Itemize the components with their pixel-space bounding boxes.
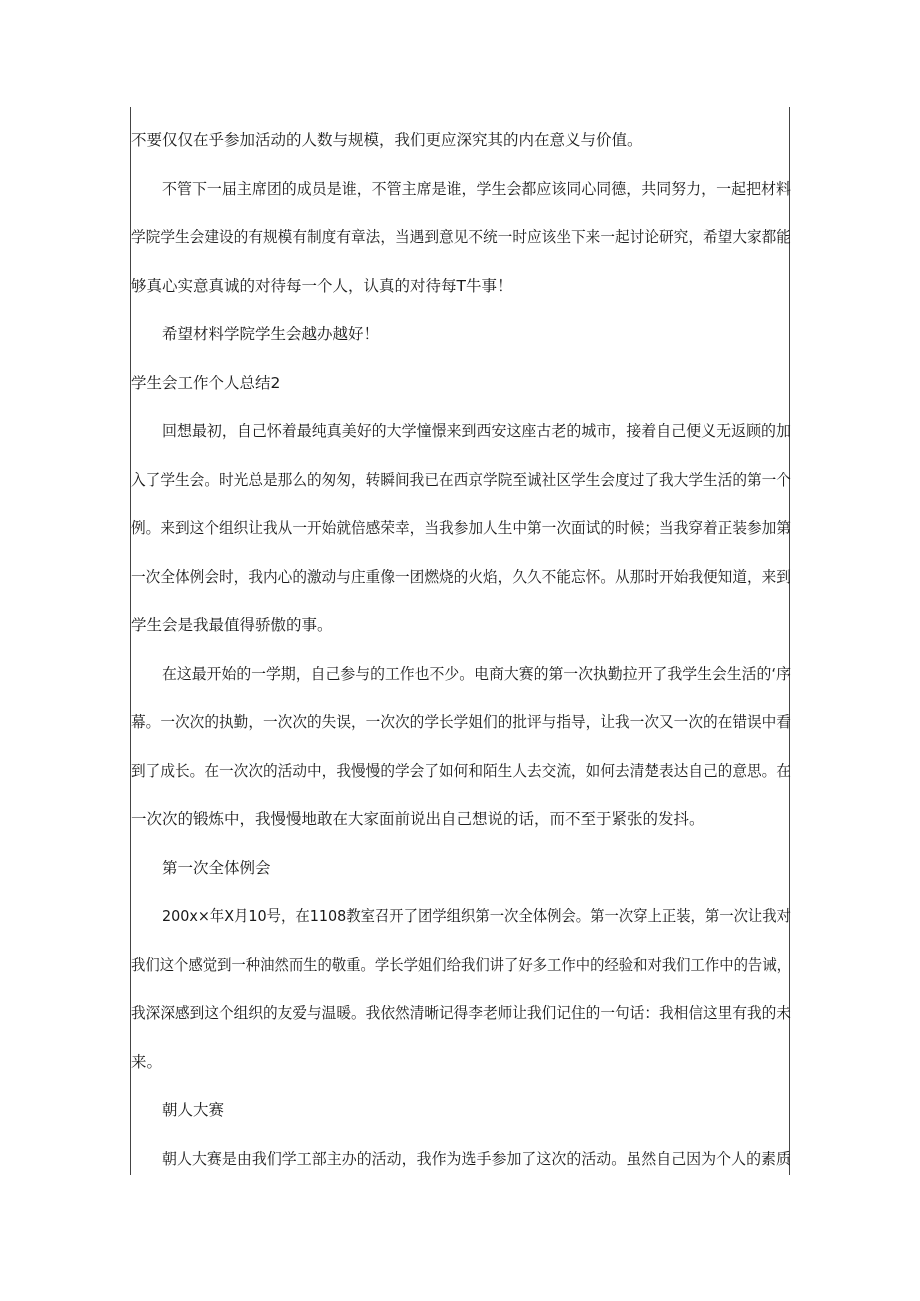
text-line-19: 我深深感到这个组织的友爱与温暖。我依然清晰记得李老师让我们记住的一句话：我相信这里有我的未 (131, 1004, 791, 1022)
subheading-first-meeting: 第一次全体例会 (162, 858, 271, 877)
text-line-8: 入了学生会。时光总是那么的匆匆，转瞬间我已在西京学院至诚社区学生会度过了我大学生活的第一个 (131, 470, 791, 489)
text-line-15: 一次次的锻炼中，我慢慢地敢在大家面前说出自己想说的话，而不至于紧张的发抖。 (131, 810, 705, 828)
subheading-contest: 朝人大赛 (162, 1101, 225, 1119)
text-line-22: 朝人大赛是由我们学工部主办的活动，我作为选手参加了这次的活动。虽然自己因为个人的素质 (162, 1149, 792, 1168)
text-line-12: 在这最开始的一学期，自己参与的工作也不少。电商大赛的第一次执勤拉开了我学生会生活的‘序 (162, 664, 791, 683)
text-line-4: 够真心实意真诚的对待每一个人，认真的对待每T牛事！ (131, 276, 513, 295)
text-line-14: 到了成长。在一次次的活动中，我慢慢的学会了如何和陌生人去交流，如何去清楚表达自己的意思。在 (131, 761, 791, 780)
text-line-7: 回想最初，自己怀着最纯真美好的大学憧憬来到西安这座古老的城市，接着自己便义无返顾的加 (162, 422, 792, 440)
text-line-3: 学院学生会建设的有规模有制度有章法，当遇到意见不统一时应该坐下来一起讨论研究，希望大家都能 (131, 228, 791, 246)
text-line-18: 我们这个感觉到一种油然而生的敬重。学长学姐们给我们讲了好多工作中的经验和对我们工作中的告诫， (131, 955, 791, 974)
text-line-20: 来。 (131, 1052, 163, 1071)
text-line-10: 一次全体例会时，我内心的激动与庄重像一团燃烧的火焰，久久不能忘怀。从那时开始我便知道，来到 (131, 567, 791, 586)
text-line-9: 例。来到这个组织让我从一开始就倍感荣幸，当我参加人生中第一次面试的时候；当我穿着正装参加第 (131, 519, 791, 537)
document-body (131, 116, 791, 1183)
text-line-13: 幕。一次次的执勤，一次次的失误，一次次的学长学姐们的批评与指导，让我一次又一次的在错误中看 (131, 713, 791, 731)
section-heading: 学生会工作个人总结2 (131, 373, 281, 392)
text-line-17: 200x×年X月10号，在1108教室召开了团学组织第一次全体例会。第一次穿上正装，第一次让我对 (162, 907, 791, 925)
text-line-2: 不管下一届主席团的成员是谁，不管主席是谁，学生会都应该同心同德，共同努力，一起把材料 (162, 179, 792, 198)
text-line-5: 希望材料学院学生会越办越好！ (162, 325, 380, 343)
text-line-1: 不要仅仅在乎参加活动的人数与规模，我们更应深究其的内在意义与价值。 (131, 131, 643, 149)
text-line-11: 学生会是我最值得骄傲的事。 (131, 616, 333, 634)
